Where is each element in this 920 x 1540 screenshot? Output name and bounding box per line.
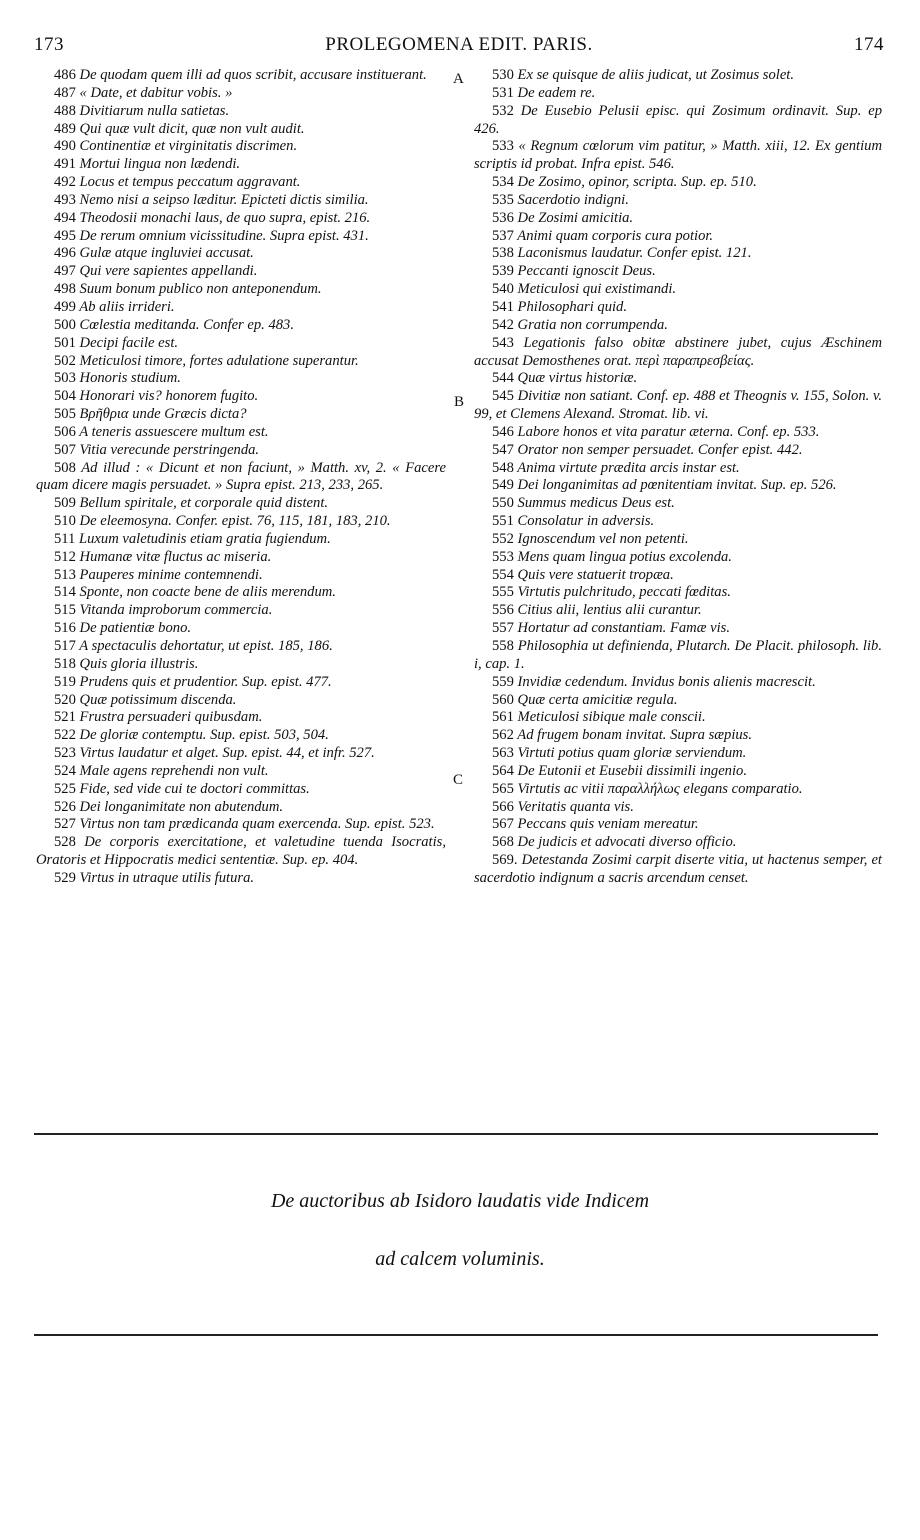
index-entry (474, 799, 882, 817)
index-entry (474, 317, 882, 335)
entry-text: A spectaculis dehortatur, ut epist. 185, 186. (79, 638, 333, 654)
entry-text: Detestanda Zosimi carpit diserte vitia, ut hactenus semper, et sacerdotio indignum a sacris arcendum censet. (474, 852, 882, 886)
footnote-line-2: ad calcem voluminis. (375, 1248, 545, 1270)
index-entry (36, 567, 446, 585)
entry-number: 531 (492, 84, 514, 101)
index-entry (474, 192, 882, 210)
entry-text: De gloriæ contemptu. Sup. epist. 503, 504. (79, 727, 329, 744)
index-entry (474, 531, 882, 549)
index-entry (474, 674, 882, 692)
index-entry (36, 602, 446, 620)
index-entry (474, 424, 882, 442)
entry-text: Dei longanimitas ad pœnitentiam invitat. Sup. ep. 526. (517, 477, 837, 494)
entry-text: Ab aliis irrideri. (79, 298, 175, 315)
entry-number: 523 (54, 745, 76, 762)
entry-text: Consolatur in adversis. (517, 513, 655, 530)
page-number-right: 174 (854, 34, 884, 55)
entry-number: 565 (492, 780, 514, 797)
entry-text: Meticulosi sibique male conscii. (517, 709, 706, 726)
index-entry (36, 388, 446, 406)
entry-text: Continentiæ et virginitatis discrimen. (79, 138, 298, 155)
entry-number: 512 (54, 548, 76, 565)
entry-text: Sacerdotio indigni. (517, 191, 629, 208)
index-entry (36, 513, 446, 531)
entry-number: 566 (492, 798, 514, 815)
entry-number: 551 (492, 513, 514, 530)
entry-number: 549 (492, 477, 514, 494)
index-entry (36, 656, 446, 674)
entry-text: Suum bonum publico non anteponendum. (79, 281, 322, 298)
index-entry (474, 852, 882, 888)
entry-text: Virtus laudatur et alget. Sup. epist. 44, et infr. 527. (79, 745, 375, 762)
entry-number: 555 (492, 584, 514, 601)
entry-text: De patientiæ bono. (79, 620, 192, 637)
entry-text: Virtus non tam prædicanda quam exercenda. Sup. epist. 523. (79, 816, 435, 833)
index-entry (474, 709, 882, 727)
divider-rule-top (34, 1133, 878, 1135)
entry-text: Meticulosi qui existimandi. (517, 281, 677, 298)
entry-number: 501 (54, 334, 76, 351)
entry-number: 534 (492, 174, 514, 191)
entry-number: 556 (492, 602, 514, 619)
entry-text: Sponte, non coacte bene de aliis merendum. (79, 584, 336, 601)
index-entry (474, 549, 882, 567)
entry-text: Virtutis ac vitii παραλλήλως elegans comparatio. (517, 780, 803, 797)
entry-number: 503 (54, 370, 76, 387)
entry-number: 564 (492, 762, 514, 779)
entry-number: 496 (54, 245, 76, 262)
entry-number: 530 (492, 67, 514, 83)
entry-number: 492 (54, 174, 76, 191)
entry-number: 498 (54, 281, 76, 298)
entry-text: De quodam quem illi ad quos scribit, accusare instituerant. (79, 67, 427, 83)
entry-text: A teneris assuescere multum est. (79, 423, 269, 440)
entry-text: Quæ potissimum discenda. (79, 691, 237, 708)
entry-text: De corporis exercitatione, et valetudine tuenda Isocratis, Oratoris et Hippocratis medici sententiæ. Sup. ep. 404. (36, 834, 446, 869)
index-entry (36, 549, 446, 567)
entry-text: Summus medicus Deus est. (517, 495, 675, 512)
entry-number: 514 (54, 584, 76, 601)
footnote-line-1: De auctoribus ab Isidoro laudatis vide Indicem (270, 1190, 650, 1212)
index-entry (474, 692, 882, 710)
entry-number: 497 (54, 263, 76, 280)
entry-number: 509 (54, 495, 76, 512)
entry-number: 558 (492, 638, 514, 654)
entry-text: Animi quam corporis cura potior. (517, 227, 714, 244)
index-entry (36, 210, 446, 228)
entry-number: 527 (54, 816, 76, 833)
entry-number: 568 (492, 834, 514, 851)
index-entry (36, 299, 446, 317)
running-title: PROLEGOMENA EDIT. PARIS. (325, 34, 593, 55)
entry-number: 548 (492, 459, 514, 476)
index-entry (36, 674, 446, 692)
index-entry (36, 763, 446, 781)
entry-text: De rerum omnium vicissitudine. Supra epist. 431. (79, 227, 369, 244)
index-entry (474, 174, 882, 192)
index-entry (474, 763, 882, 781)
index-entry (36, 156, 446, 174)
entry-number: 516 (54, 620, 76, 637)
entry-text: Quæ virtus historiæ. (517, 370, 638, 387)
index-entry (36, 584, 446, 602)
entry-number: 541 (492, 298, 514, 315)
entry-text: Ignoscendum vel non petenti. (517, 530, 689, 547)
index-entry (36, 799, 446, 817)
index-entry (474, 638, 882, 674)
entry-number: 538 (492, 245, 514, 262)
entry-text: Veritatis quanta vis. (517, 798, 634, 815)
entry-text: De Zosimi amicitia. (517, 209, 634, 226)
entry-text: Orator non semper persuadet. Confer epist. 442. (517, 441, 803, 458)
entry-text: Virtuti potius quam gloriæ serviendum. (517, 745, 747, 762)
entry-number: 500 (54, 316, 76, 333)
entry-text: De Eutonii et Eusebii dissimili ingenio. (517, 762, 747, 779)
entry-text: Divitiarum nulla satietas. (79, 102, 230, 119)
index-entry (474, 477, 882, 495)
entry-number: 517 (54, 638, 76, 654)
entry-text: Mortui lingua non lædendi. (79, 156, 241, 173)
index-entry (36, 335, 446, 353)
entry-number: 567 (492, 816, 514, 833)
entry-text: De eleemosyna. Confer. epist. 76, 115, 181, 183, 210. (79, 513, 391, 530)
entry-text: Peccanti ignoscit Deus. (517, 263, 656, 280)
entry-text: Luxum valetudinis etiam gratia fugiendum. (79, 530, 331, 547)
entry-text: Theodosii monachi laus, de quo supra, epist. 216. (79, 209, 371, 226)
entry-number: 510 (54, 513, 76, 530)
entry-number: 489 (54, 120, 76, 137)
entry-text: Qui quæ vult dicit, quæ non vult audit. (79, 120, 305, 137)
index-entry (36, 442, 446, 460)
index-entry (36, 692, 446, 710)
entry-number: 499 (54, 298, 76, 315)
entry-text: Philosophari quid. (517, 298, 628, 315)
entry-number: 560 (492, 691, 514, 708)
entry-text: Quæ certa amicitiæ regula. (517, 691, 678, 708)
index-entry (474, 816, 882, 834)
page-number-left: 173 (34, 34, 64, 55)
index-entry (474, 781, 882, 799)
index-entry (474, 138, 882, 174)
entry-number: 506 (54, 423, 76, 440)
entry-number: 494 (54, 209, 76, 226)
entry-text: Locus et tempus peccatum aggravant. (79, 174, 301, 191)
index-entry (474, 442, 882, 460)
entry-number: 528 (54, 834, 76, 851)
entry-number: 535 (492, 191, 514, 208)
entry-text: Quis vere statuerit tropæa. (517, 566, 674, 583)
entry-text: Ad illud : « Dicunt et non faciunt, » Matth. xv, 2. « Facere quam dicere magis persuadet. » Supra epist. 213, 233, 265. (36, 459, 446, 494)
index-entry (474, 567, 882, 585)
index-entry (36, 103, 446, 121)
entry-text: Male agens reprehendi non vult. (79, 762, 269, 779)
index-entry (474, 299, 882, 317)
entry-text: Prudens quis et prudentior. Sup. epist. 477. (79, 673, 332, 690)
index-entry (36, 85, 446, 103)
entry-text: Vitia verecunde perstringenda. (79, 441, 260, 458)
left-column (36, 67, 446, 888)
index-entry (36, 281, 446, 299)
entry-number: 518 (54, 655, 76, 672)
index-entry (36, 495, 446, 513)
entry-text: De judicis et advocati diverso officio. (517, 834, 737, 851)
entry-number: 502 (54, 352, 76, 369)
entry-number: 504 (54, 388, 76, 405)
entry-number: 520 (54, 691, 76, 708)
entry-number: 547 (492, 441, 514, 458)
entry-text: Vitanda improborum commercia. (79, 602, 273, 619)
entry-text: Gulæ atque ingluviei accusat. (79, 245, 254, 262)
entry-text: Frustra persuaderi quibusdam. (79, 709, 263, 726)
entry-number: 487 (54, 84, 76, 101)
index-entry (36, 406, 446, 424)
entry-number: 529 (54, 869, 76, 886)
index-entry (36, 638, 446, 656)
entry-number: 552 (492, 530, 514, 547)
entry-number: 561 (492, 709, 514, 726)
index-entry (36, 121, 446, 139)
entry-number: 511 (54, 530, 76, 547)
entry-number: 515 (54, 602, 76, 619)
index-entry (474, 85, 882, 103)
entry-text: « Date, et dabitur vobis. » (79, 84, 233, 101)
index-entry (474, 263, 882, 281)
entry-text: Fide, sed vide cui te doctori committas. (79, 780, 310, 797)
entry-number: 526 (54, 798, 76, 815)
index-entry (36, 424, 446, 442)
index-entry (474, 727, 882, 745)
entry-number: 543 (492, 334, 514, 351)
index-entry (36, 745, 446, 763)
index-entry (36, 263, 446, 281)
entry-number: 537 (492, 227, 514, 244)
entry-number: 544 (492, 370, 514, 387)
index-entry (36, 620, 446, 638)
entry-text: De Zosimo, opinor, scripta. Sup. ep. 510. (517, 174, 757, 191)
entry-text: Quis gloria illustris. (79, 655, 199, 672)
entry-text: De eadem re. (517, 84, 596, 101)
entry-text: « Regnum cœlorum vim patitur, » Matth. xiii, 12. Ex gentium scriptis id probat. Infra epist. 546. (474, 138, 882, 173)
entry-number: 539 (492, 263, 514, 280)
entry-text: Meticulosi timore, fortes adulatione superantur. (79, 352, 359, 369)
index-entry (474, 602, 882, 620)
entry-number: 542 (492, 316, 514, 333)
entry-text: Divitiæ non satiant. Conf. ep. 488 et Theognis v. 155, Solon. v. 99, et Clemens Alexand. Stromat. lib. vi. (474, 388, 882, 423)
right-column (474, 67, 882, 888)
entry-number: 521 (54, 709, 76, 726)
entry-number: 545 (492, 388, 514, 405)
index-entry (36, 370, 446, 388)
index-entry (36, 317, 446, 335)
entry-text: Virtutis pulchritudo, peccati fœditas. (517, 584, 731, 601)
entry-text: Mens quam lingua potius excolenda. (517, 548, 732, 565)
entry-number: 495 (54, 227, 76, 244)
index-entry (474, 745, 882, 763)
index-entry (474, 388, 882, 424)
index-entry (36, 870, 446, 888)
entry-number: 508 (54, 459, 76, 476)
index-entry (474, 495, 882, 513)
entry-text: Nemo nisi a seipso læditur. Epicteti dictis similia. (79, 191, 369, 208)
entry-text: Legationis falso obitæ abstinere jubet, cujus Æschinem accusat Demosthenes orat. περὶ παραπρεσβείας. (474, 334, 882, 369)
index-entry (36, 353, 446, 371)
entry-text: Pauperes minime contemnendi. (79, 566, 263, 583)
entry-number: 493 (54, 191, 76, 208)
entry-number: 525 (54, 780, 76, 797)
entry-number: 536 (492, 209, 514, 226)
index-entry (36, 245, 446, 263)
index-entry (474, 584, 882, 602)
entry-text: Anima virtute prædita arcis instar est. (517, 459, 740, 476)
entry-text: Honoris studium. (79, 370, 181, 387)
index-entry (36, 192, 446, 210)
index-entry (36, 834, 446, 870)
entry-text: Laconismus laudatur. Confer epist. 121. (517, 245, 752, 262)
entry-number: 505 (54, 406, 76, 423)
section-marker-a: A (453, 71, 464, 87)
entry-number: 491 (54, 156, 76, 173)
entry-number: 490 (54, 138, 76, 155)
entry-text: Humanæ vitæ fluctus ac miseria. (79, 548, 272, 565)
entry-text: De Eusebio Pelusii episc. qui Zosimum ordinavit. Sup. ep 426. (474, 102, 882, 137)
entry-text: Gratia non corrumpenda. (517, 316, 668, 333)
entry-text: Bellum spiritale, et corporale quid distent. (79, 495, 329, 512)
entry-number: 553 (492, 548, 514, 565)
entry-number: 519 (54, 673, 76, 690)
section-marker-b: B (454, 394, 465, 410)
entry-text: Decipi facile est. (79, 334, 179, 351)
entry-text: Dei longanimitate non abutendum. (79, 798, 284, 815)
index-entry (36, 531, 446, 549)
index-entry (36, 138, 446, 156)
entry-number: 562 (492, 727, 514, 744)
entry-number: 554 (492, 566, 514, 583)
entry-number: 486 (54, 67, 76, 83)
index-entry (36, 460, 446, 496)
index-entry (474, 335, 882, 371)
entry-text: Philosophia ut definienda, Plutarch. De Placit. philosoph. lib. i, cap. 1. (474, 638, 882, 672)
index-entry (474, 103, 882, 139)
entry-text: Hortatur ad constantiam. Famæ vis. (517, 620, 730, 637)
entry-number: 559 (492, 673, 514, 690)
entry-number: 513 (54, 566, 76, 583)
index-entry (36, 228, 446, 246)
entry-text: Βρῆθρια unde Græcis dicta? (79, 406, 247, 423)
index-entry (36, 709, 446, 727)
index-entry (474, 67, 882, 85)
index-entry (474, 245, 882, 263)
entry-number: 522 (54, 727, 76, 744)
entry-number: 557 (492, 620, 514, 637)
entry-text: Honorari vis? honorem fugito. (79, 388, 259, 405)
entry-number: 563 (492, 745, 514, 762)
index-entry (36, 816, 446, 834)
entry-text: Invidiæ cedendum. Invidus bonis alienis macrescit. (517, 673, 816, 690)
entry-text: Ex se quisque de aliis judicat, ut Zosimus solet. (517, 67, 795, 83)
index-entry (36, 781, 446, 799)
entry-number: 533 (492, 138, 514, 155)
entry-number: 488 (54, 102, 76, 119)
entry-text: Qui vere sapientes appellandi. (79, 263, 258, 280)
index-entry (36, 67, 446, 85)
entry-text: Ad frugem bonam invitat. Supra sæpius. (517, 727, 752, 744)
index-entry (474, 210, 882, 228)
entry-number: 524 (54, 762, 76, 779)
divider-rule-bottom (34, 1334, 878, 1336)
index-entry (36, 727, 446, 745)
index-entry (474, 620, 882, 638)
entry-text: Peccans quis veniam mereatur. (517, 816, 699, 833)
entry-number: 550 (492, 495, 514, 512)
entry-number: 532 (492, 102, 514, 119)
entry-number: 540 (492, 281, 514, 298)
index-entry (474, 370, 882, 388)
index-entry (474, 513, 882, 531)
section-marker-c: C (453, 772, 464, 788)
index-entry (474, 834, 882, 852)
entry-number: 569. (492, 852, 518, 869)
index-entry (474, 228, 882, 246)
entry-number: 507 (54, 441, 76, 458)
entry-number: 546 (492, 423, 514, 440)
index-entry (36, 174, 446, 192)
page-header (34, 34, 884, 60)
entry-text: Virtus in utraque utilis futura. (79, 869, 255, 886)
index-entry (474, 281, 882, 299)
index-entry (474, 460, 882, 478)
entry-text: Cœlestia meditanda. Confer ep. 483. (79, 316, 294, 333)
entry-text: Labore honos et vita paratur æterna. Conf. ep. 533. (517, 423, 820, 440)
entry-text: Citius alii, lentius alii curantur. (517, 602, 702, 619)
